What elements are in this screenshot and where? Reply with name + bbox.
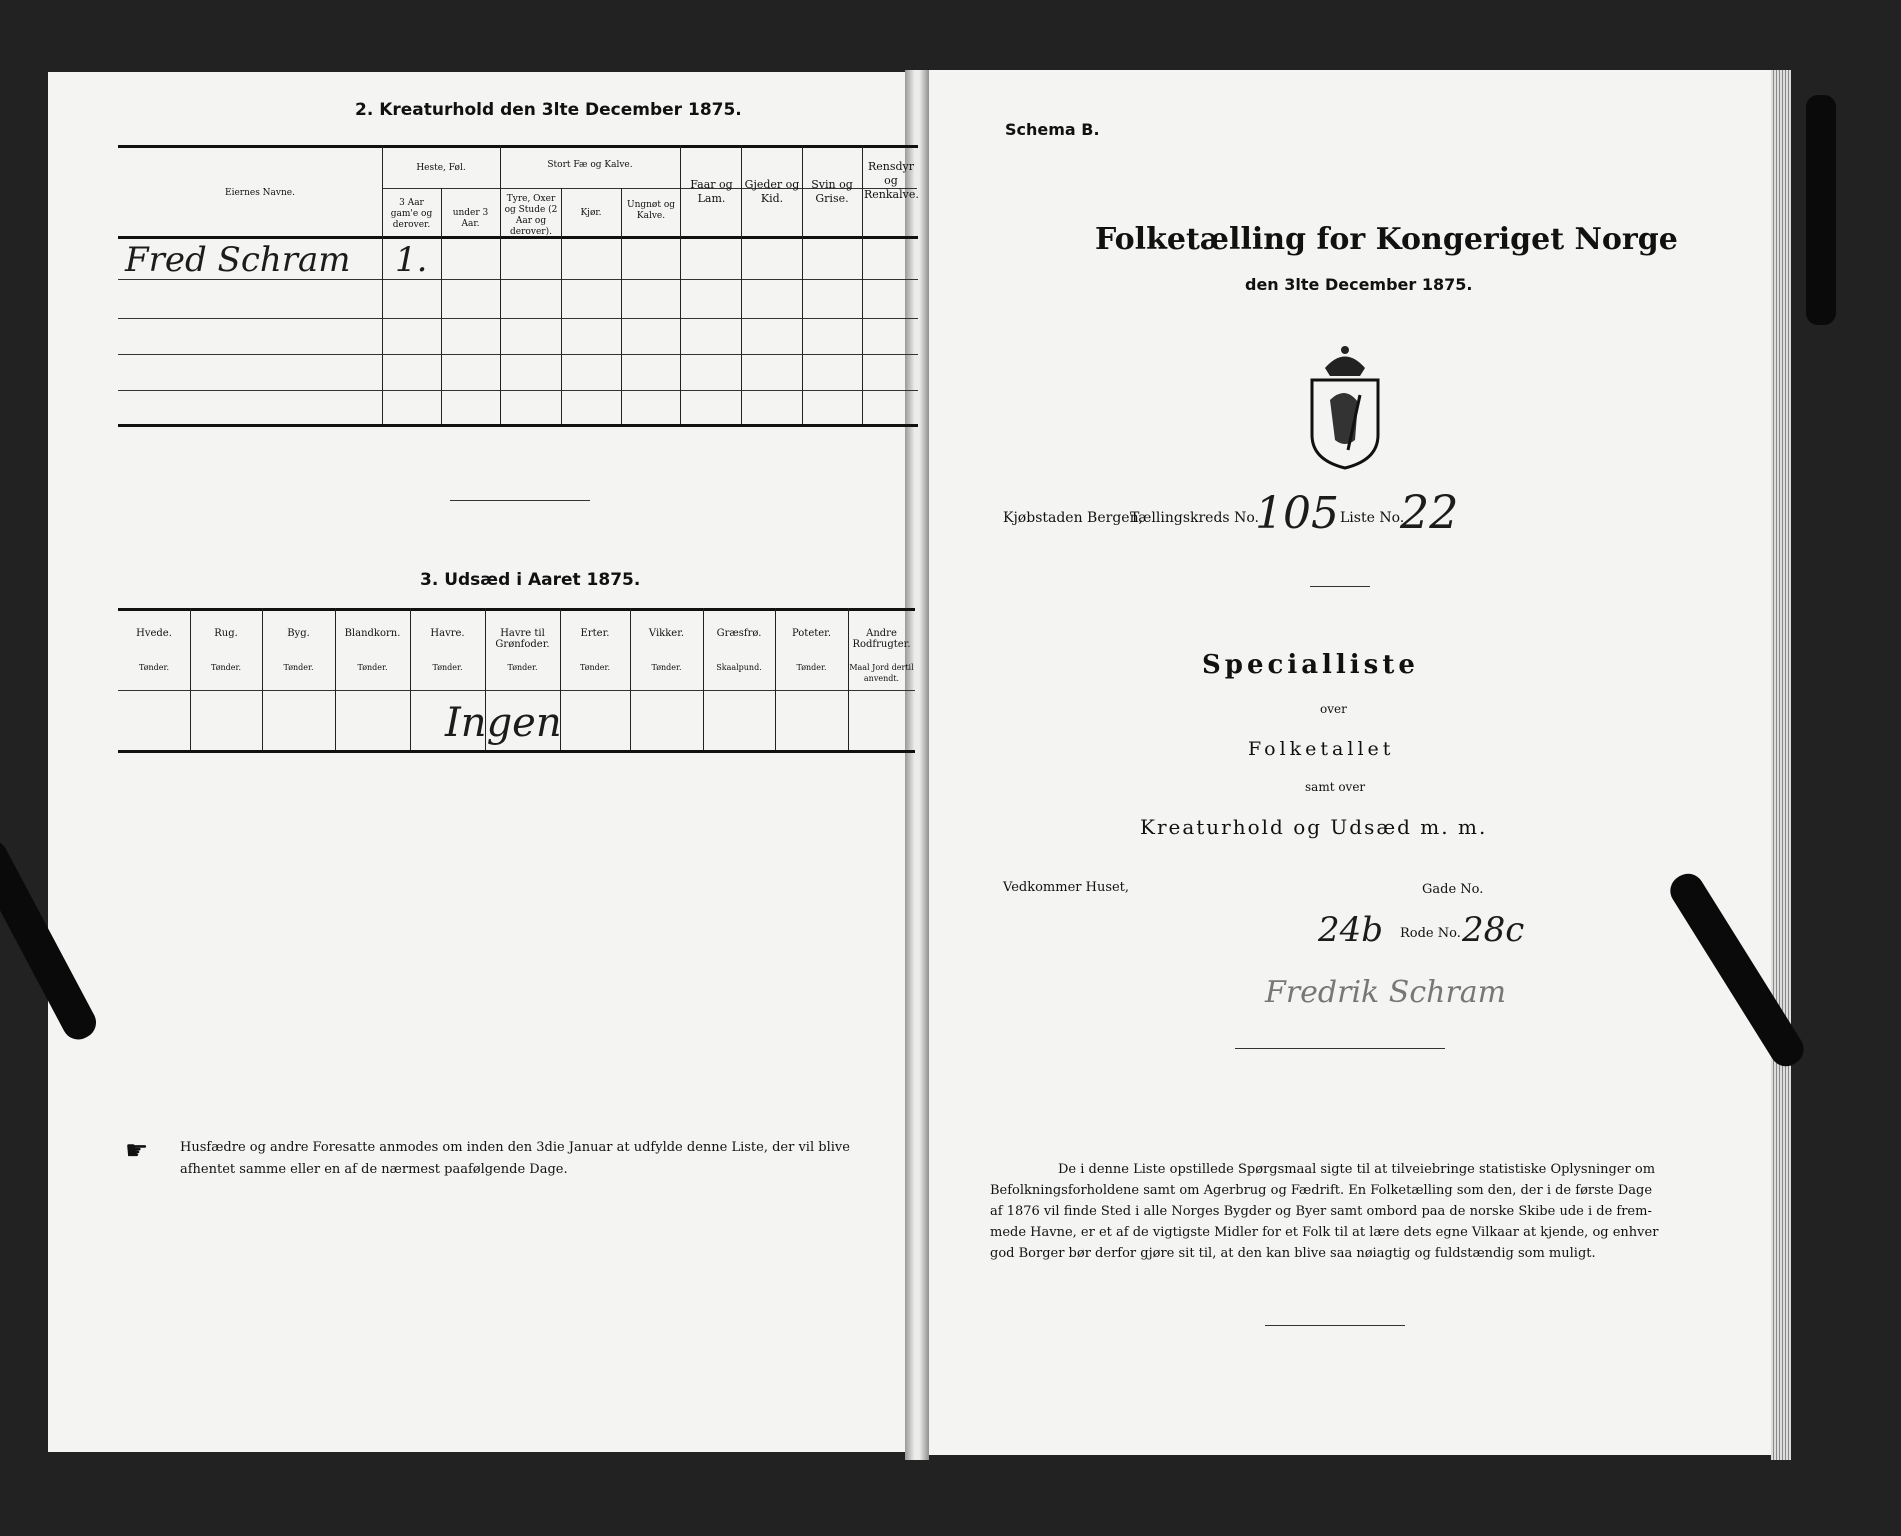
table3-unit: Tønder. [357, 663, 388, 672]
town-label: Kjøbstaden Bergen, [1003, 510, 1144, 526]
table2-row-rule [118, 318, 918, 319]
table3-unit: Tønder. [796, 663, 827, 672]
rode-no-handwritten: 28c [1462, 910, 1525, 950]
list-label: Liste No. [1340, 510, 1405, 526]
house-no-handwritten: 24b [1318, 910, 1384, 950]
folketallet-label: Folketallet [1248, 738, 1395, 760]
notice-line1: Husfædre og andre Foresatte anmodes om inden den 3die Januar at udfylde denne Liste, der vil blive [180, 1140, 850, 1155]
table2-top-rule [118, 145, 918, 148]
separator-rule [1235, 1048, 1445, 1049]
table2-col-line [621, 188, 622, 424]
table3-top-rule [118, 608, 915, 611]
list-no-handwritten: 22 [1400, 485, 1459, 539]
table2-row-rule [118, 390, 918, 391]
table2-row-rule [118, 354, 918, 355]
header-cattle-a: Tyre, Oxer og Stude (2 Aar og derover). [504, 194, 558, 237]
signature-handwritten: Fredrik Schram [1265, 975, 1507, 1010]
top-right-clip [1806, 95, 1836, 325]
info-paragraph-line1: De i denne Liste opstillede Spørgsmaal sigte til at tilveiebringe statistiske Oplysninger om [1058, 1162, 1656, 1177]
section2-title: 2. Kreaturhold den 3lte December 1875. [355, 100, 742, 120]
table3-header: Vikker. [648, 628, 685, 639]
table3-header: Andre Rodfrugter. [852, 628, 911, 650]
header-reindeer: Rensdyr og Renkalve. [864, 160, 919, 201]
table3-unit: Tønder. [507, 663, 538, 672]
special-list-title: Specialliste [1202, 650, 1419, 680]
table2-col-line [382, 145, 383, 424]
table2-col-line [500, 145, 501, 424]
district-no-handwritten: 105 [1255, 488, 1339, 539]
over-label: over [1320, 702, 1347, 716]
table3-header: Hvede. [136, 628, 172, 639]
table3-unit: Tønder. [579, 663, 611, 672]
district-label: Tællingskreds No. [1130, 510, 1259, 526]
info-paragraph-line4: mede Havne, er et af de vigtigste Midler for et Folk til at lære dets egne Vilkaar at kjende, og enhver [990, 1225, 1659, 1240]
header-horses-a: 3 Aar gam'e og derover. [390, 198, 433, 230]
separator-rule [1265, 1325, 1405, 1326]
kreaturhold-label: Kreaturhold og Udsæd m. m. [1140, 815, 1488, 839]
horses-count-handwritten: 1. [395, 240, 428, 280]
table3-unit: Tønder. [651, 663, 682, 672]
table2-col-line [680, 145, 681, 424]
schema-label: Schema B. [1005, 120, 1100, 139]
table3-unit: Tønder. [138, 663, 170, 672]
table3-unit: Tønder. [283, 663, 314, 672]
table3-header: Poteter. [791, 628, 832, 639]
udsaed-entry-handwritten: Ingen [445, 700, 562, 746]
table3-header: Blandkorn. [344, 628, 401, 639]
table3-header: Havre til Grønfoder. [495, 628, 550, 650]
header-owner: Eiernes Navne. [225, 188, 295, 198]
table3-unit: Tønder. [210, 663, 242, 672]
table3-unit: Tønder. [432, 663, 463, 672]
document-date: den 3lte December 1875. [1245, 275, 1473, 294]
pointing-hand-icon: ☛ [125, 1136, 149, 1166]
header-pigs: Svin og Grise. [811, 178, 853, 205]
header-horses: Heste, Føl. [416, 163, 466, 173]
samt-over-label: samt over [1305, 780, 1366, 794]
table3-header: Erter. [580, 628, 610, 639]
coat-of-arms-icon [1300, 340, 1390, 470]
table2-col-line [802, 145, 803, 424]
table2-col-line [561, 188, 562, 424]
header-horses-b: under 3 Aar. [452, 208, 489, 229]
table3-bottom-rule [118, 750, 915, 753]
table2-bottom-rule [118, 424, 918, 427]
header-cattle-b: Kjør. [580, 208, 602, 218]
header-cattle: Stort Fæ og Kalve. [547, 160, 633, 170]
separator-rule [1310, 586, 1370, 587]
separator-rule [450, 500, 590, 501]
table3-header: Græsfrø. [716, 628, 762, 639]
vedkommer-label: Vedkommer Huset, [1003, 880, 1130, 895]
gade-label: Gade No. [1422, 882, 1484, 897]
table3-header: Rug. [214, 628, 238, 639]
table3-unit: Skaalpund. [716, 663, 762, 672]
table3-header: Byg. [287, 628, 310, 639]
info-paragraph-line5: god Borger bør derfor gjøre sit til, at den kan blive saa nøiagtig og fuldstændig som muligt. [990, 1246, 1596, 1261]
page-edges [1771, 70, 1791, 1460]
table2-col-line [741, 145, 742, 424]
section3-title: 3. Udsæd i Aaret 1875. [420, 570, 641, 590]
table2-col-line [441, 188, 442, 424]
header-goats: Gjeder og Kid. [744, 178, 800, 205]
rode-label: Rode No. [1400, 926, 1461, 941]
header-sheep: Faar og Lam. [690, 178, 733, 205]
header-cattle-c: Ungnøt og Kalve. [626, 200, 675, 221]
document-title: Folketælling for Kongeriget Norge [1095, 222, 1678, 257]
notice-line2: afhentet samme eller en af de nærmest paafølgende Dage. [180, 1162, 568, 1177]
table2-col-line [862, 145, 863, 424]
table3-unit: Maal Jord dertil anvendt. [849, 663, 914, 683]
info-paragraph-line3: af 1876 vil finde Sted i alle Norges Bygder og Byer samt ombord paa de norske Skibe ude i de frem- [990, 1204, 1652, 1219]
table3-header: Havre. [430, 628, 465, 639]
table3-header-rule [118, 690, 915, 691]
info-paragraph-line2: Befolkningsforholdene samt om Agerbrug og Fædrift. En Folketælling som den, der i de første Dage [990, 1183, 1653, 1198]
owner-name-handwritten: Fred Schram [125, 240, 351, 280]
